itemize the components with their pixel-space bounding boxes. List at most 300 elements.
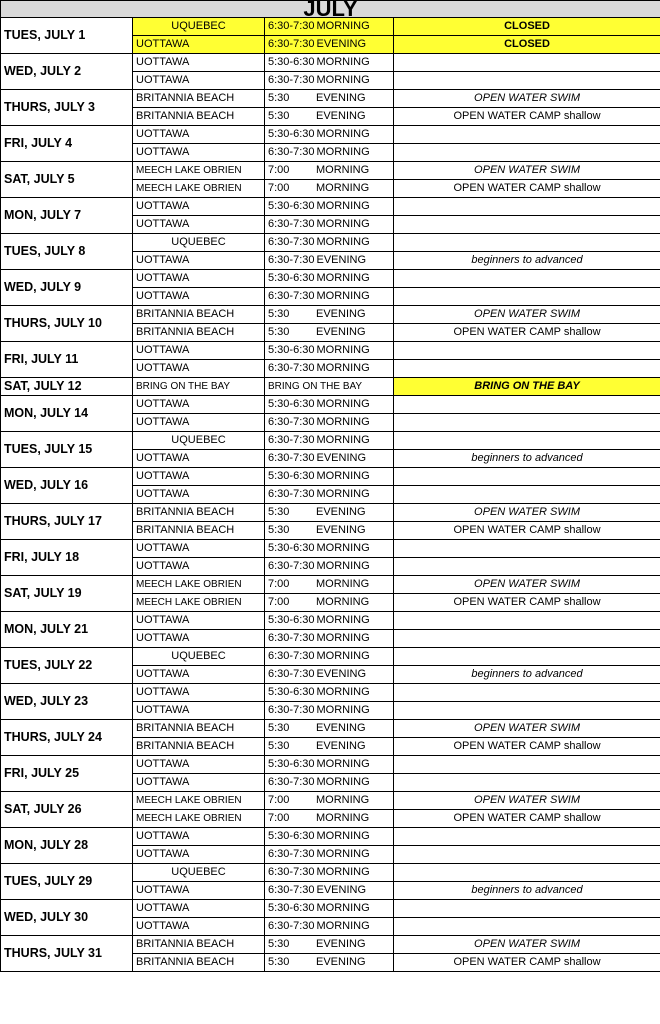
note-cell: OPEN WATER SWIM [394, 162, 660, 180]
day-label: THURS, JULY 10 [1, 306, 133, 342]
time-range: 5:30-6:30 [268, 128, 315, 140]
location-cell: UOTTAWA [133, 198, 265, 216]
time-period: EVENING [316, 740, 366, 752]
note-cell [394, 198, 660, 216]
time-cell [265, 576, 394, 594]
location-cell: BRITANNIA BEACH [133, 738, 265, 756]
time-cell [265, 846, 394, 864]
time-cell [265, 72, 394, 90]
schedule-row [1, 54, 660, 72]
note-cell [394, 486, 660, 504]
time-cell [265, 342, 394, 360]
time-range: 6:30-7:30 [268, 650, 315, 662]
day-label: TUES, JULY 22 [1, 648, 133, 684]
note-cell [394, 396, 660, 414]
schedule-row [1, 432, 660, 450]
time-cell [265, 180, 394, 198]
time-cell [265, 810, 394, 828]
note-cell [394, 756, 660, 774]
note-cell [394, 612, 660, 630]
day-label: THURS, JULY 31 [1, 936, 133, 972]
location-cell: UOTTAWA [133, 684, 265, 702]
location-cell: BRITANNIA BEACH [133, 108, 265, 126]
note-cell: beginners to advanced [394, 252, 660, 270]
note-cell [394, 702, 660, 720]
schedule-row [1, 504, 660, 522]
time-period: EVENING [316, 956, 366, 968]
note-cell: OPEN WATER SWIM [394, 936, 660, 954]
time-cell [265, 522, 394, 540]
time-range: 6:30-7:30 [268, 920, 315, 932]
day-label: FRI, JULY 11 [1, 342, 133, 378]
month-title: JULY [1, 1, 660, 18]
location-cell: UOTTAWA [133, 342, 265, 360]
time-period: MORNING [316, 272, 370, 284]
time-range: 5:30 [268, 506, 290, 518]
time-range: 6:30-7:30 [268, 38, 315, 50]
time-period: MORNING [316, 866, 370, 878]
time-range: 6:30-7:30 [268, 20, 315, 32]
time-period: EVENING [316, 668, 366, 680]
time-cell [265, 234, 394, 252]
time-range: 5:30-6:30 [268, 56, 315, 68]
schedule-row [1, 198, 660, 216]
location-cell: BRING ON THE BAY [133, 378, 265, 396]
time-range: 6:30-7:30 [268, 146, 315, 158]
time-period: EVENING [316, 938, 366, 950]
time-range: 5:30 [268, 326, 290, 338]
location-cell: UOTTAWA [133, 918, 265, 936]
time-period: MORNING [316, 74, 370, 86]
time-period: EVENING [316, 722, 366, 734]
time-range: 7:00 [268, 578, 290, 590]
note-cell [394, 918, 660, 936]
time-range: 6:30-7:30 [268, 452, 315, 464]
time-period: MORNING [316, 632, 370, 644]
schedule-row [1, 126, 660, 144]
time-period: MORNING [316, 164, 370, 176]
day-label: FRI, JULY 4 [1, 126, 133, 162]
schedule-row [1, 648, 660, 666]
location-cell: MEECH LAKE OBRIEN [133, 792, 265, 810]
schedule-row [1, 828, 660, 846]
time-period: MORNING [316, 362, 370, 374]
time-period: MORNING [316, 416, 370, 428]
location-cell: UOTTAWA [133, 54, 265, 72]
schedule-row [1, 900, 660, 918]
time-range: 6:30-7:30 [268, 290, 315, 302]
schedule-row [1, 576, 660, 594]
time-range: 5:30 [268, 722, 290, 734]
day-label: MON, JULY 21 [1, 612, 133, 648]
time-range: 5:30-6:30 [268, 542, 315, 554]
time-cell [265, 450, 394, 468]
note-cell: OPEN WATER CAMP shallow [394, 954, 660, 972]
note-cell [394, 216, 660, 234]
location-cell: BRITANNIA BEACH [133, 522, 265, 540]
schedule-row [1, 540, 660, 558]
time-range: 6:30-7:30 [268, 866, 315, 878]
time-period: MORNING [316, 920, 370, 932]
time-period: EVENING [316, 254, 366, 266]
schedule-row [1, 378, 660, 396]
note-cell: beginners to advanced [394, 666, 660, 684]
location-cell: BRITANNIA BEACH [133, 504, 265, 522]
note-cell [394, 234, 660, 252]
time-period: MORNING [316, 686, 370, 698]
time-period: MORNING [316, 218, 370, 230]
time-cell [265, 558, 394, 576]
time-range: 5:30-6:30 [268, 470, 315, 482]
note-cell [394, 270, 660, 288]
day-label: THURS, JULY 24 [1, 720, 133, 756]
time-cell [265, 648, 394, 666]
schedule-row [1, 864, 660, 882]
schedule-row [1, 90, 660, 108]
note-cell [394, 774, 660, 792]
note-cell [394, 558, 660, 576]
time-range: 7:00 [268, 182, 290, 194]
time-period: EVENING [316, 884, 366, 896]
location-cell: MEECH LAKE OBRIEN [133, 180, 265, 198]
time-cell [265, 666, 394, 684]
time-range: 6:30-7:30 [268, 884, 315, 896]
time-range: 7:00 [268, 794, 290, 806]
time-range: 5:30 [268, 956, 290, 968]
location-cell: BRITANNIA BEACH [133, 306, 265, 324]
day-label: WED, JULY 16 [1, 468, 133, 504]
time-cell [265, 540, 394, 558]
time-range: 5:30-6:30 [268, 686, 315, 698]
time-cell [265, 936, 394, 954]
note-cell [394, 684, 660, 702]
time-period: MORNING [316, 614, 370, 626]
note-cell: OPEN WATER SWIM [394, 504, 660, 522]
location-cell: UQUEBEC [133, 432, 265, 450]
note-cell [394, 144, 660, 162]
time-period: EVENING [316, 110, 366, 122]
day-label: WED, JULY 2 [1, 54, 133, 90]
time-cell [265, 468, 394, 486]
time-period: MORNING [316, 758, 370, 770]
location-cell: UOTTAWA [133, 414, 265, 432]
time-cell [265, 396, 394, 414]
time-cell [265, 918, 394, 936]
time-range: 6:30-7:30 [268, 704, 315, 716]
time-cell [265, 882, 394, 900]
note-cell [394, 630, 660, 648]
time-period: EVENING [316, 308, 366, 320]
time-period: MORNING [316, 182, 370, 194]
time-cell [265, 90, 394, 108]
time-range: 5:30-6:30 [268, 614, 315, 626]
time-cell [265, 216, 394, 234]
note-cell: OPEN WATER CAMP shallow [394, 810, 660, 828]
location-cell: UOTTAWA [133, 828, 265, 846]
time-range: 5:30 [268, 740, 290, 752]
location-cell: BRITANNIA BEACH [133, 954, 265, 972]
time-range: 6:30-7:30 [268, 416, 315, 428]
time-range: 6:30-7:30 [268, 218, 315, 230]
location-cell: UOTTAWA [133, 360, 265, 378]
time-period: MORNING [316, 704, 370, 716]
time-cell [265, 108, 394, 126]
schedule-row [1, 684, 660, 702]
schedule-row [1, 756, 660, 774]
location-cell: UOTTAWA [133, 882, 265, 900]
note-cell: OPEN WATER CAMP shallow [394, 324, 660, 342]
location-cell: UOTTAWA [133, 846, 265, 864]
day-label: THURS, JULY 3 [1, 90, 133, 126]
time-period: MORNING [316, 596, 370, 608]
location-cell: UOTTAWA [133, 36, 265, 54]
note-cell [394, 468, 660, 486]
time-range: 5:30 [268, 524, 290, 536]
day-label: TUES, JULY 1 [1, 18, 133, 54]
time-period: MORNING [316, 776, 370, 788]
time-cell [265, 828, 394, 846]
time-range: 5:30-6:30 [268, 830, 315, 842]
time-range: 5:30-6:30 [268, 200, 315, 212]
time-range: 6:30-7:30 [268, 488, 315, 500]
note-cell: OPEN WATER SWIM [394, 720, 660, 738]
time-period: EVENING [316, 326, 366, 338]
time-period: MORNING [316, 830, 370, 842]
day-label: WED, JULY 30 [1, 900, 133, 936]
time-range: 5:30 [268, 92, 290, 104]
time-range: 6:30-7:30 [268, 776, 315, 788]
day-label: SAT, JULY 12 [1, 378, 133, 396]
note-cell: OPEN WATER SWIM [394, 792, 660, 810]
time-cell [265, 288, 394, 306]
time-cell [265, 486, 394, 504]
time-cell: BRING ON THE BAY [265, 378, 394, 396]
schedule-row [1, 342, 660, 360]
note-cell [394, 72, 660, 90]
time-period: MORNING [316, 794, 370, 806]
title-row [1, 1, 660, 18]
location-cell: UOTTAWA [133, 252, 265, 270]
location-cell: UOTTAWA [133, 216, 265, 234]
note-cell: OPEN WATER SWIM [394, 306, 660, 324]
time-cell [265, 774, 394, 792]
day-label: WED, JULY 9 [1, 270, 133, 306]
time-cell [265, 612, 394, 630]
day-label: MON, JULY 7 [1, 198, 133, 234]
time-cell [265, 684, 394, 702]
time-cell [265, 414, 394, 432]
time-period: MORNING [316, 200, 370, 212]
location-cell: BRITANNIA BEACH [133, 936, 265, 954]
note-cell [394, 288, 660, 306]
time-range: 5:30-6:30 [268, 398, 315, 410]
time-cell [265, 54, 394, 72]
time-range: 6:30-7:30 [268, 668, 315, 680]
time-range: 7:00 [268, 812, 290, 824]
time-cell [265, 144, 394, 162]
day-label: MON, JULY 14 [1, 396, 133, 432]
note-cell: CLOSED [394, 18, 660, 36]
note-cell [394, 540, 660, 558]
location-cell: BRITANNIA BEACH [133, 324, 265, 342]
day-label: SAT, JULY 5 [1, 162, 133, 198]
schedule-row [1, 612, 660, 630]
location-cell: UOTTAWA [133, 144, 265, 162]
time-period: MORNING [316, 470, 370, 482]
day-label: FRI, JULY 25 [1, 756, 133, 792]
location-cell: UOTTAWA [133, 612, 265, 630]
time-cell [265, 630, 394, 648]
location-cell: UOTTAWA [133, 396, 265, 414]
location-cell: UQUEBEC [133, 648, 265, 666]
note-cell: OPEN WATER SWIM [394, 90, 660, 108]
time-period: MORNING [316, 902, 370, 914]
note-cell: OPEN WATER CAMP shallow [394, 594, 660, 612]
schedule-row [1, 306, 660, 324]
day-label: MON, JULY 28 [1, 828, 133, 864]
note-cell: CLOSED [394, 36, 660, 54]
note-cell [394, 846, 660, 864]
day-label: SAT, JULY 26 [1, 792, 133, 828]
note-cell [394, 54, 660, 72]
time-cell [265, 126, 394, 144]
time-range: 6:30-7:30 [268, 560, 315, 572]
note-cell [394, 828, 660, 846]
schedule-row [1, 234, 660, 252]
time-range: 6:30-7:30 [268, 848, 315, 860]
note-cell [394, 648, 660, 666]
time-cell [265, 792, 394, 810]
location-cell: UOTTAWA [133, 450, 265, 468]
day-label: SAT, JULY 19 [1, 576, 133, 612]
time-cell [265, 594, 394, 612]
schedule-row [1, 468, 660, 486]
time-period: MORNING [316, 236, 370, 248]
schedule-row [1, 720, 660, 738]
time-range: 6:30-7:30 [268, 254, 315, 266]
time-period: MORNING [316, 578, 370, 590]
time-period: MORNING [316, 560, 370, 572]
time-cell [265, 738, 394, 756]
time-period: EVENING [316, 452, 366, 464]
note-cell [394, 432, 660, 450]
location-cell: UOTTAWA [133, 270, 265, 288]
time-cell [265, 720, 394, 738]
location-cell: UOTTAWA [133, 558, 265, 576]
time-cell [265, 324, 394, 342]
schedule-body [1, 1, 660, 972]
location-cell: UOTTAWA [133, 774, 265, 792]
location-cell: UQUEBEC [133, 18, 265, 36]
time-period: EVENING [316, 38, 366, 50]
location-cell: MEECH LAKE OBRIEN [133, 594, 265, 612]
schedule-row [1, 396, 660, 414]
time-range: 7:00 [268, 596, 290, 608]
time-cell [265, 954, 394, 972]
location-cell: UOTTAWA [133, 486, 265, 504]
location-cell: UOTTAWA [133, 666, 265, 684]
location-cell: UOTTAWA [133, 468, 265, 486]
note-cell: OPEN WATER CAMP shallow [394, 522, 660, 540]
location-cell: UOTTAWA [133, 126, 265, 144]
time-cell [265, 702, 394, 720]
time-cell [265, 18, 394, 36]
time-period: EVENING [316, 506, 366, 518]
time-cell [265, 360, 394, 378]
day-label: TUES, JULY 15 [1, 432, 133, 468]
location-cell: BRITANNIA BEACH [133, 90, 265, 108]
location-cell: UOTTAWA [133, 630, 265, 648]
time-cell [265, 198, 394, 216]
location-cell: UQUEBEC [133, 234, 265, 252]
time-range: 5:30 [268, 110, 290, 122]
time-period: MORNING [316, 20, 370, 32]
location-cell: UOTTAWA [133, 540, 265, 558]
time-range: 6:30-7:30 [268, 74, 315, 86]
time-range: 7:00 [268, 164, 290, 176]
time-period: MORNING [316, 146, 370, 158]
location-cell: MEECH LAKE OBRIEN [133, 810, 265, 828]
day-label: FRI, JULY 18 [1, 540, 133, 576]
note-cell: OPEN WATER CAMP shallow [394, 108, 660, 126]
time-cell [265, 162, 394, 180]
location-cell: UOTTAWA [133, 900, 265, 918]
time-cell [265, 252, 394, 270]
day-label: TUES, JULY 29 [1, 864, 133, 900]
time-cell [265, 900, 394, 918]
location-cell: UOTTAWA [133, 288, 265, 306]
note-cell [394, 342, 660, 360]
time-range: 5:30-6:30 [268, 272, 315, 284]
time-period: MORNING [316, 848, 370, 860]
time-range: 5:30-6:30 [268, 758, 315, 770]
time-cell [265, 270, 394, 288]
note-cell [394, 360, 660, 378]
note-cell [394, 864, 660, 882]
day-label: TUES, JULY 8 [1, 234, 133, 270]
time-range: 6:30-7:30 [268, 236, 315, 248]
note-cell: beginners to advanced [394, 450, 660, 468]
location-cell: UOTTAWA [133, 702, 265, 720]
location-cell: MEECH LAKE OBRIEN [133, 576, 265, 594]
location-cell: UOTTAWA [133, 756, 265, 774]
location-cell: BRITANNIA BEACH [133, 720, 265, 738]
time-period: MORNING [316, 398, 370, 410]
note-cell: OPEN WATER CAMP shallow [394, 738, 660, 756]
time-cell [265, 756, 394, 774]
time-period: MORNING [316, 434, 370, 446]
time-range: 6:30-7:30 [268, 632, 315, 644]
time-range: 6:30-7:30 [268, 434, 315, 446]
time-range: 6:30-7:30 [268, 362, 315, 374]
time-period: MORNING [316, 344, 370, 356]
schedule-row [1, 792, 660, 810]
time-cell [265, 306, 394, 324]
note-cell [394, 126, 660, 144]
note-cell [394, 414, 660, 432]
time-cell [265, 504, 394, 522]
time-range: 5:30 [268, 938, 290, 950]
time-period: MORNING [316, 812, 370, 824]
note-cell: OPEN WATER SWIM [394, 576, 660, 594]
schedule-row [1, 162, 660, 180]
location-cell: MEECH LAKE OBRIEN [133, 162, 265, 180]
schedule-row [1, 270, 660, 288]
schedule-row [1, 18, 660, 36]
time-cell [265, 36, 394, 54]
time-period: MORNING [316, 488, 370, 500]
time-period: MORNING [316, 542, 370, 554]
